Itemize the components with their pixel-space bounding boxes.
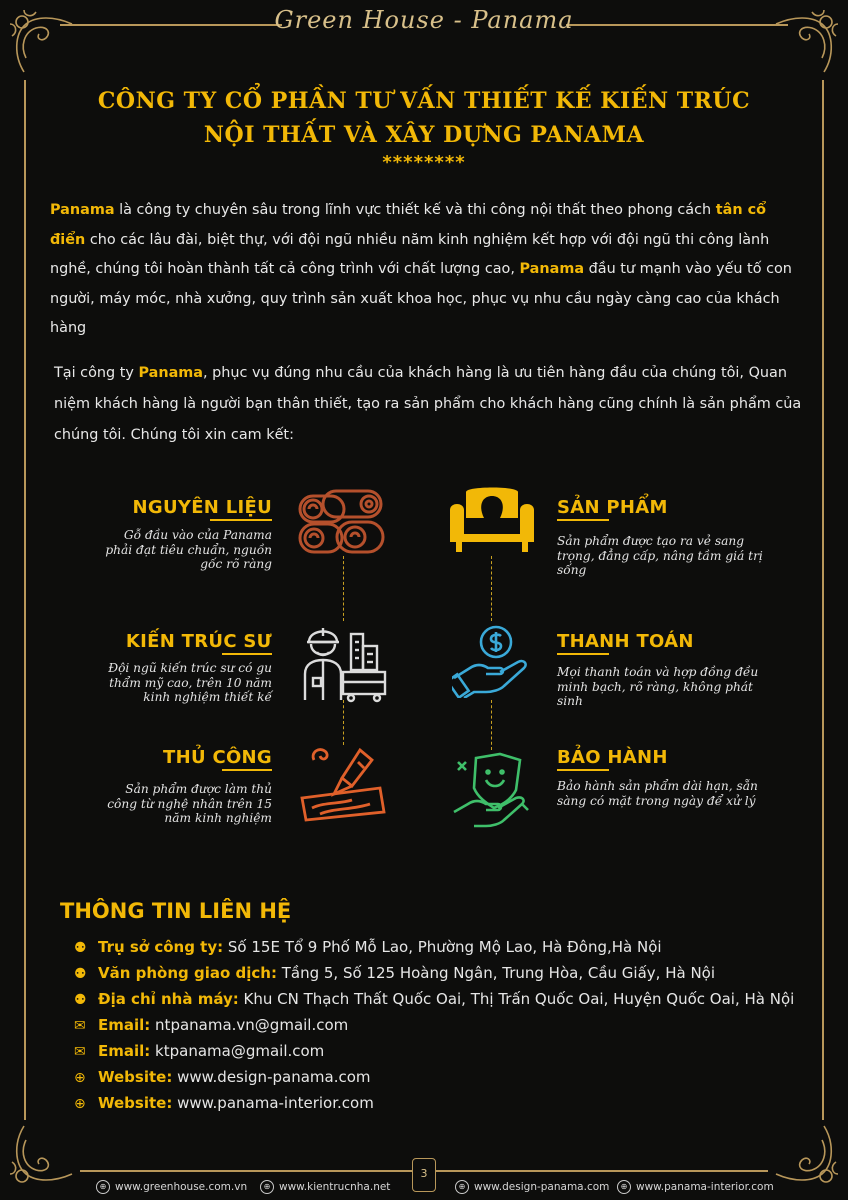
feature-payment-title: THANH TOÁN — [557, 631, 694, 652]
globe-icon: ⊕ — [455, 1180, 469, 1194]
frame-right — [822, 80, 824, 1120]
footer-link-text[interactable]: www.kientrucnha.net — [279, 1181, 391, 1193]
contact-label: Địa chỉ nhà máy: — [98, 990, 239, 1008]
footer-link-greenhouse[interactable] — [96, 1180, 247, 1194]
contact-value[interactable]: www.design-panama.com — [172, 1068, 371, 1086]
architect-worker-icon — [303, 620, 387, 704]
feature-warranty-desc: Bảo hành sản phẩm dài hạn, sẵn sàng có mặt trong ngày để xử lý — [557, 779, 758, 808]
globe-icon: ⊕ — [260, 1180, 274, 1194]
body-text: đầu tư mạnh vào yếu tố con người, máy móc, nhà xưởng, quy trình sản xuất khoa học, phục vụ nhu cầu ngày càng cao của khách hàng — [50, 261, 792, 336]
contact-row-office — [74, 964, 715, 982]
footer-link-text[interactable]: www.greenhouse.com.vn — [115, 1181, 248, 1193]
feature-warranty-underline — [557, 769, 609, 771]
feature-warranty-title: BẢO HÀNH — [557, 747, 668, 768]
contact-value: Số 15E Tổ 9 Phố Mỗ Lao, Phường Mộ Lao, Hà Đông,Hà Nội — [223, 938, 662, 956]
feature-payment-underline — [557, 653, 609, 655]
connector-line-right — [491, 556, 492, 621]
connector-line-right-2 — [491, 700, 492, 750]
emphasis-text: Panama — [138, 365, 204, 381]
body-text: là công ty chuyên sâu trong lĩnh vực thiết kế và thi công nội thất theo phong cách — [114, 202, 716, 218]
contact-value: Tầng 5, Số 125 Hoàng Ngân, Trung Hòa, Cầu Giấy, Hà Nội — [276, 964, 716, 982]
feature-material-underline — [210, 519, 272, 521]
feature-handcraft-desc: Sản phẩm được làm thủ công từ nghệ nhân trên 15 năm kinh nghiệm — [107, 782, 272, 825]
feature-material-title: NGUYÊN LIỆU — [132, 497, 272, 518]
contact-label: Email: — [98, 1016, 151, 1034]
feature-product-underline — [557, 519, 609, 521]
connector-line-left-2 — [343, 700, 344, 745]
emphasis-text: tân cổ điển — [50, 202, 767, 248]
feature-product-title: SẢN PHẨM — [557, 497, 668, 518]
feature-architect-title: KIẾN TRÚC SƯ — [125, 631, 272, 652]
wood-carving-chisel-icon — [300, 742, 388, 822]
intro-paragraph-2 — [54, 358, 804, 451]
contact-row-website-1[interactable] — [74, 1068, 371, 1086]
map-pin-icon: ⚉ — [74, 940, 87, 956]
brand-title: Green House - Panama — [274, 6, 574, 34]
sofa-icon — [448, 484, 536, 554]
contact-label: Website: — [98, 1094, 173, 1112]
intro-paragraph-1 — [50, 196, 800, 344]
frame-left — [24, 80, 26, 1120]
warranty-shield-hand-icon — [452, 752, 532, 828]
body-text: , phục vụ đúng nhu cầu của khách hàng là ưu tiên hàng đầu của chúng tôi, Quan niệm khách hàng là người bạn thân thiết, tạo ra sản phẩm cho khách hàng cũng chính là sản phẩm của chúng tôi. Chúng tôi xin cam kết: — [54, 365, 802, 443]
contact-title: THÔNG TIN LIÊN HỆ — [60, 899, 292, 923]
emphasis-text: Panama — [519, 261, 585, 277]
contact-row-website-2[interactable] — [74, 1094, 374, 1112]
contact-label: Email: — [98, 1042, 151, 1060]
contact-value[interactable]: www.panama-interior.com — [172, 1094, 374, 1112]
contact-row-email-1[interactable] — [74, 1016, 348, 1034]
globe-icon: ⊕ — [74, 1096, 86, 1112]
mail-icon: ✉ — [74, 1018, 86, 1034]
footer-link-kientrucnha[interactable] — [260, 1180, 390, 1194]
mail-icon: ✉ — [74, 1044, 86, 1060]
feature-material-desc: Gỗ đầu vào của Panama phải đạt tiêu chuẩn, nguồn gốc rõ ràng — [105, 528, 272, 571]
page-number: 3 — [412, 1158, 436, 1192]
footer-link-design-panama[interactable] — [455, 1180, 609, 1194]
payment-hand-coin-icon — [452, 624, 532, 698]
map-pin-icon: ⚉ — [74, 992, 87, 1008]
contact-row-factory — [74, 990, 794, 1008]
feature-handcraft-underline — [222, 769, 272, 771]
feature-architect-desc: Đội ngũ kiến trúc sư có gu thẩm mỹ cao, trên 10 năm kinh nghiệm thiết kế — [108, 661, 272, 704]
globe-icon: ⊕ — [96, 1180, 110, 1194]
contact-label: Website: — [98, 1068, 173, 1086]
contact-value: Khu CN Thạch Thất Quốc Oai, Thị Trấn Quốc Oai, Huyện Quốc Oai, Hà Nội — [238, 990, 795, 1008]
feature-architect-underline — [222, 653, 272, 655]
company-title-line2: NỘI THẤT VÀ XÂY DỰNG PANAMA — [203, 122, 645, 148]
contact-label: Văn phòng giao dịch: — [98, 964, 277, 982]
footer-link-text[interactable]: www.design-panama.com — [474, 1181, 610, 1193]
emphasis-text: Panama — [50, 202, 115, 218]
title-stars: ******** — [382, 152, 466, 173]
feature-handcraft-title: THỦ CÔNG — [163, 747, 272, 768]
map-pin-icon: ⚉ — [74, 966, 87, 982]
contact-row-head-office — [74, 938, 662, 956]
contact-row-email-2[interactable] — [74, 1042, 324, 1060]
body-text: cho các lâu đài, biệt thự, với đội ngũ nhiều năm kinh nghiệm kết hợp với đội ngũ thi công lành nghề, chúng tôi hoàn thành tất cả công trình với chất lượng cao, — [50, 231, 770, 277]
company-title — [0, 84, 848, 152]
feature-product-desc: Sản phẩm được tạo ra vẻ sang trọng, đẳng cấp, nâng tầm giá trị sống — [557, 534, 763, 577]
company-title-line1: CÔNG TY CỔ PHẦN TƯ VẤN THIẾT KẾ KIẾN TRÚC — [97, 88, 751, 114]
footer-link-panama-interior[interactable] — [617, 1180, 774, 1194]
feature-payment-desc: Mọi thanh toán và hợp đồng đều minh bạch, rõ ràng, không phát sinh — [557, 665, 759, 708]
contact-label: Trụ sở công ty: — [98, 938, 224, 956]
globe-icon: ⊕ — [74, 1070, 86, 1086]
connector-line-left — [343, 556, 344, 621]
globe-icon: ⊕ — [617, 1180, 631, 1194]
body-text: Tại công ty — [54, 365, 139, 381]
footer-link-text[interactable]: www.panama-interior.com — [636, 1181, 774, 1193]
contact-value[interactable]: ntpanama.vn@gmail.com — [150, 1016, 349, 1034]
contact-value[interactable]: ktpanama@gmail.com — [150, 1042, 325, 1060]
wood-logs-icon — [297, 488, 389, 556]
